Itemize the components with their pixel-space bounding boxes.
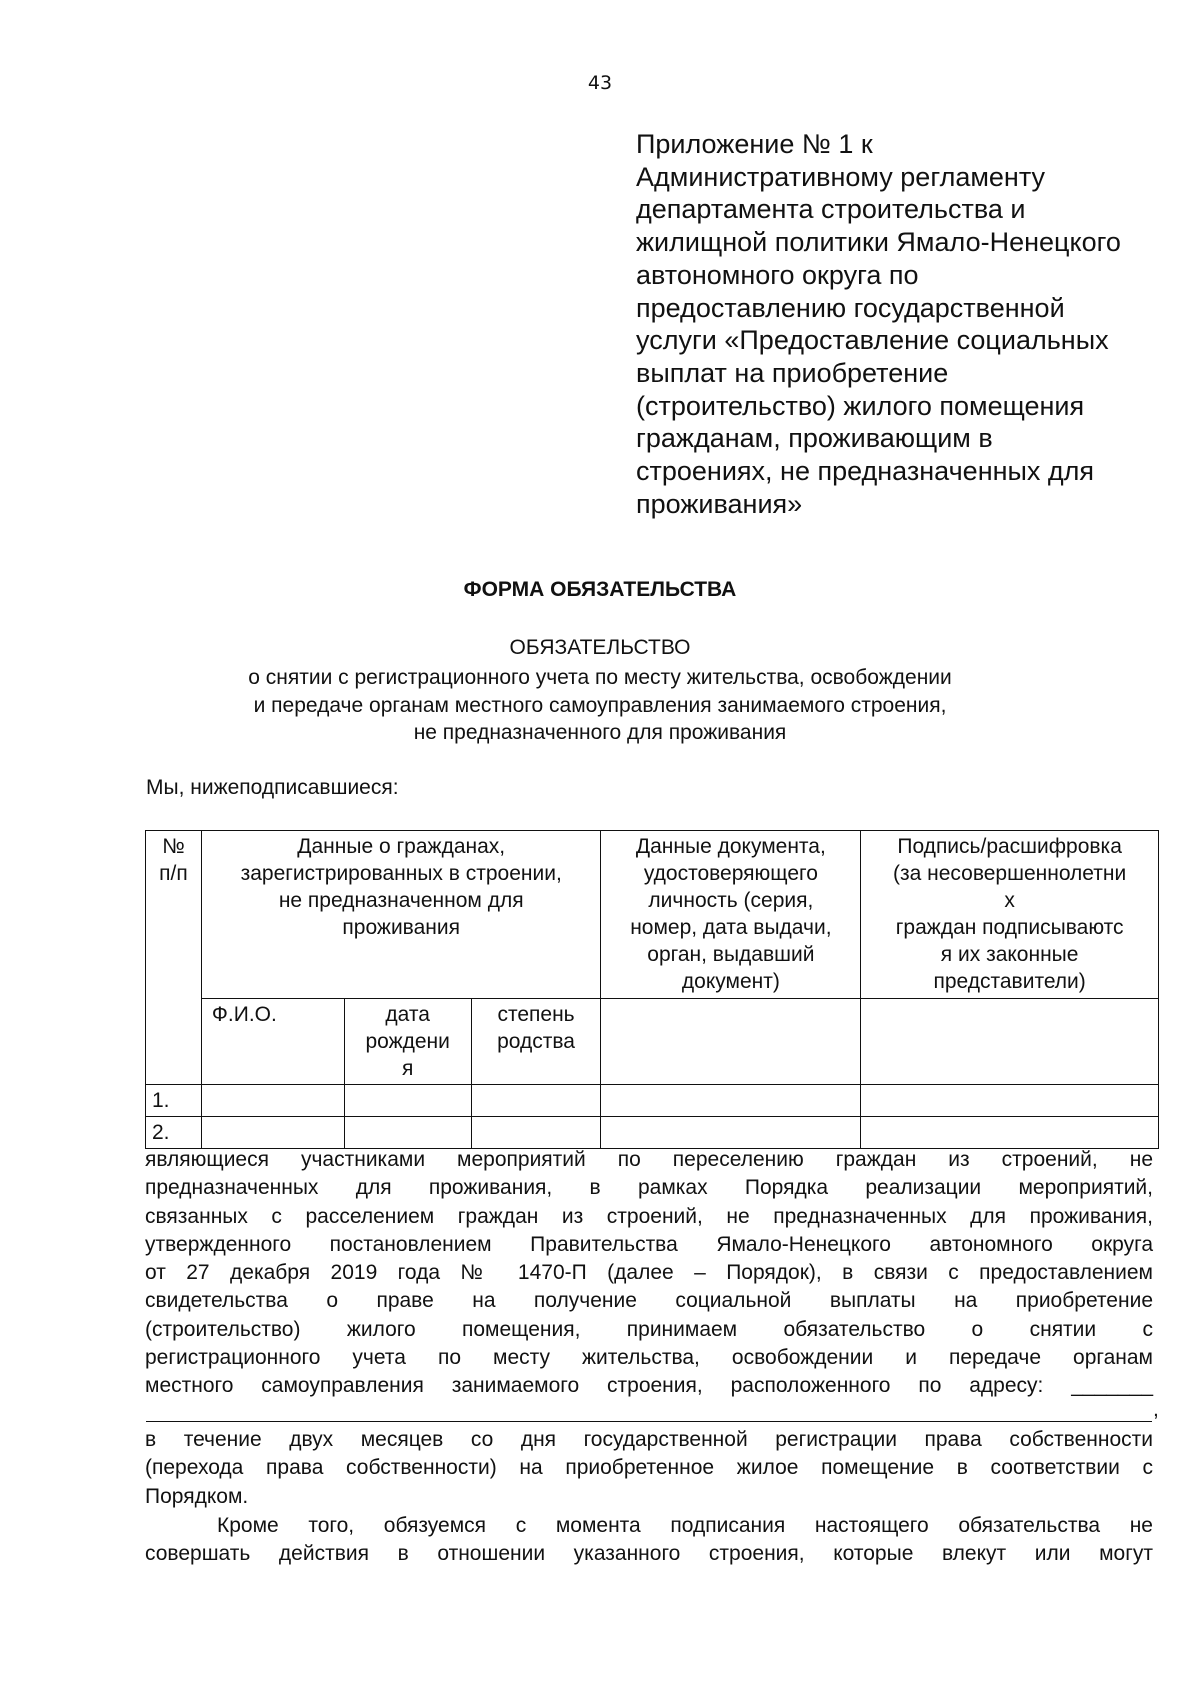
subheader-relation: степень родства (471, 999, 601, 1085)
form-title: ФОРМА ОБЯЗАТЕЛЬСТВА (463, 578, 737, 601)
table-header-row (146, 831, 1159, 999)
header-document: Данные документа, удостоверяющего личность (серия, номер, дата выдачи, орган, выдавший документ) (601, 831, 861, 999)
paragraph-2: в течение двух месяцев со дня государственной регистрации права собственности (перехода права собственности) на приобретенное жилое помещение в соответствии с Порядком. (145, 1428, 1153, 1508)
appendix-line: автономного округа по (636, 259, 919, 290)
header-signature: Подпись/расшифровка (за несовершеннолетни х граждан подписываютс я их законные представители) (861, 831, 1159, 999)
row-number: 1. (146, 1085, 202, 1117)
paragraph-1: являющиеся участниками мероприятий по переселению граждан из строений, не предназначенных для проживания, в рамках Порядка реализации мероприятий, связанных с расселением граждан из строений, не предназначенных для проживания, утвержденного постановлением Правительства Ямало-Ненецкого автономного округа от 27 декабря 2019 года № 1470-П (далее – Порядок), в связи с предоставлением свидетельства о праве на получение социальной выплаты на приобретение (строительство) жилого помещения, принимаем обязательство о снятии с регистрационного учета по месту жительства, освобождении и передаче органам местного самоуправления занимаемого строения, расположенного по адресу: _______ (145, 1148, 1153, 1398)
address-blank-line[interactable] (146, 1421, 1152, 1422)
appendix-block (636, 128, 1156, 520)
paragraph-3: Кроме того, обязуемся с момента подписания настоящего обязательства не совершать действия в отношении указанного строения, которые влекут или могут (145, 1514, 1153, 1566)
appendix-line: предоставлению государственной (636, 292, 1065, 323)
subheader-fio: Ф.И.О. (201, 999, 344, 1085)
table-cell[interactable] (471, 1117, 601, 1149)
table-cell[interactable] (861, 1117, 1159, 1149)
appendix-line: (строительство) жилого помещения (636, 390, 1085, 421)
obligation-subtitle-line: о снятии с регистрационного учета по месту жительства, освобождении (248, 666, 952, 689)
obligation-subtitle (0, 664, 1200, 747)
page-number: 43 (587, 72, 613, 94)
table-cell[interactable] (601, 1117, 861, 1149)
table-row (146, 1085, 1159, 1117)
header-number: № п/п (146, 831, 202, 1085)
appendix-line: строениях, не предназначенных для (636, 456, 1095, 487)
obligation-heading: ОБЯЗАТЕЛЬСТВО (509, 636, 691, 659)
table-cell[interactable] (201, 1117, 344, 1149)
address-comma: , (1153, 1398, 1159, 1421)
appendix-line: услуги «Предоставление социальных (636, 325, 1109, 356)
obligation-subtitle-line: и передаче органам местного самоуправления занимаемого строения, (253, 693, 947, 717)
obligation-subtitle-line: не предназначенного для проживания (413, 721, 787, 744)
row-number: 2. (146, 1117, 202, 1149)
table-row (146, 1117, 1159, 1149)
table-cell[interactable] (201, 1085, 344, 1117)
appendix-line: Административному регламенту (636, 161, 1046, 192)
table-subheader-row (146, 999, 1159, 1085)
appendix-line: департамента строительства и (636, 194, 1026, 225)
intro-text: Мы, нижеподписавшиеся: (146, 776, 399, 799)
subheader-signature-empty (861, 999, 1159, 1085)
subheader-birth-date: дата рождени я (344, 999, 471, 1085)
subheader-document-empty (601, 999, 861, 1085)
appendix-line: выплат на приобретение (636, 357, 949, 388)
appendix-line: проживания» (636, 488, 803, 519)
citizens-table (145, 830, 1159, 1149)
table-cell[interactable] (601, 1085, 861, 1117)
table-cell[interactable] (861, 1085, 1159, 1117)
table-cell[interactable] (344, 1085, 471, 1117)
table-cell[interactable] (344, 1117, 471, 1149)
appendix-line: Приложение № 1 к (636, 129, 873, 159)
appendix-line: гражданам, проживающим в (636, 423, 993, 454)
appendix-line: жилищной политики Ямало-Ненецкого (636, 227, 1121, 258)
table-cell[interactable] (471, 1085, 601, 1117)
header-citizens: Данные о гражданах, зарегистрированных в строении, не предназначенном для проживания (201, 831, 601, 999)
